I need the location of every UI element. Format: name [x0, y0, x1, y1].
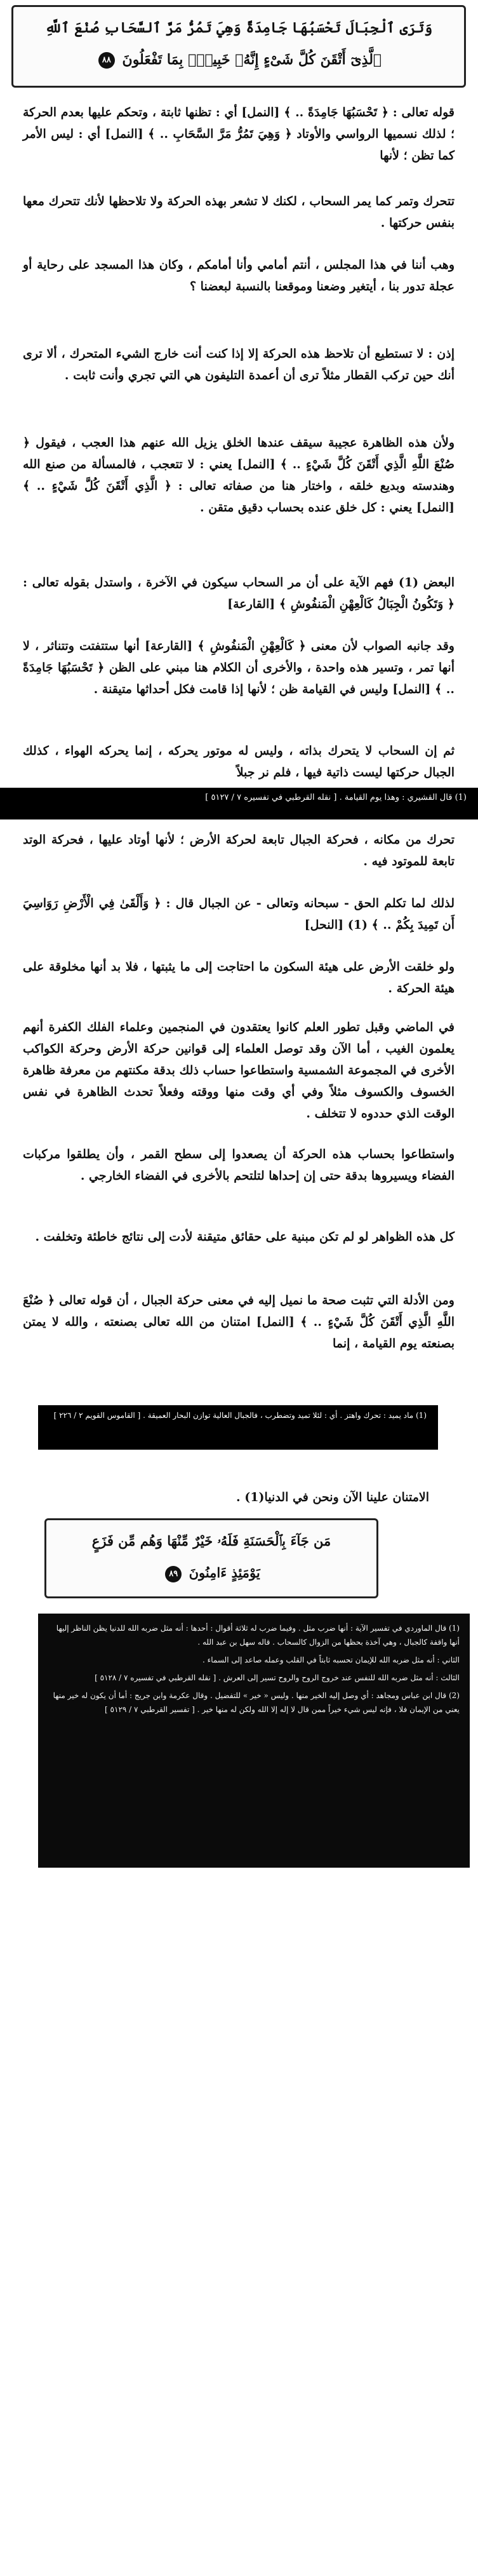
- intro-line: الامتنان علينا الآن ونحن في الدنيا(1) .: [236, 1490, 429, 1504]
- verse-line-2-text: ٱلَّذِىٓ أَتْقَنَ كُلَّ شَىْءٍ إِنَّهُۥ خَبِيرٌۢ بِمَا تَفْعَلُونَ: [122, 51, 382, 68]
- paragraph: تحرك من مكانه ، فحركة الجبال تابعة لحركة الأرض ؛ لأنها أوتاد عليها ، فحركة الوتد تابعة للموتود فيه .: [23, 833, 455, 868]
- footnotes-block: [38, 1614, 470, 1868]
- footnote-banner: (1) قال القشيري : وهذا يوم القيامة . [ نقله القرطبي في تفسيره ٧ / ٥١٢٧ ]: [0, 788, 478, 819]
- paragraph: البعض (1) فهم الآية على أن مر السحاب سيكون في الآخرة ، واستدل بقوله تعالى : ﴿ وَتَكُونُ الْجِبَالُ كَالْعِهْنِ الْمَنفُوشِ ﴾ [القارعة]: [23, 576, 455, 611]
- paragraph: وقد جانبه الصواب لأن معنى ﴿ كَالْعِهْنِ الْمَنفُوشِ ﴾ [القارعة] أنها ستتفتت وتتناثر ، لا أنها تمر ، وتسير هذه واحدة ، والأخرى أن الكلام هنا مبني على الظن ﴿ تَحْسَبُهَا جَامِدَةً .. ﴾ [النمل] وليس في القيامة ظن ؛ لأنها إذا قامت فكل أحداثها متيقنة .: [23, 639, 455, 696]
- paragraph: تتحرك وتمر كما يمر السحاب ، لكنك لا تشعر بهذه الحركة ولا تلاحظها لأنك تتحرك معها بنفس حركتها .: [23, 194, 455, 230]
- verse-box-89: [44, 1518, 378, 1598]
- paragraph: كل هذه الظواهر لو لم تكن مبنية على حقائق متيقنة لأدت إلى نتائج خاطئة وتخلفت .: [35, 1230, 455, 1244]
- paragraph: قوله تعالى : ﴿ تَحْسَبُهَا جَامِدَةً .. ﴾ [النمل] أي : تظنها ثابتة ، وتحكم عليها بعدم الحركة ؛ لذلك نسميها الرواسي والأوتاد ﴿ وَهِيَ تَمُرُّ مَرَّ السَّحَابِ .. ﴾ [النمل] أي : ليس الأمر كما تظن ؛ لأنها: [23, 105, 455, 163]
- verse-line-2: [46, 1557, 376, 1589]
- paragraph: في الماضي وقبل تطور العلم كانوا يعتقدون في المنجمين وعلماء الفلك الكفرة أنهم يعلمون الغيب ، أما الآن وقد توصل العلماء إلى قوانين حركة الأرض وحركة الكواكب الأخرى في المجموعة الشمسية واستطاعوا حساب ذلك بدقة مكنتهم من معرفة ظاهرة الخسوف والكسوف مثلاً وفي أي وقت منها ووقته وفعلاً تحدث الظاهرة في نفس الوقت الذي حددوه لا تتخلف .: [23, 1020, 455, 1121]
- footnote: الثالث : أنه مثل ضربه الله للنفس عند خروج الروح والروح تسير إلى العرش . [ نقله القرطبي في تفسيره ٧ / ٥١٢٨ ]: [95, 1673, 460, 1682]
- paragraph: ولو خلقت الأرض على هيئة السكون ما احتاجت إلى ما يثبتها ، فلا بد أنها مخلوقة على هيئة الحركة .: [23, 960, 455, 995]
- paragraph: ومن الأدلة التي تثبت صحة ما نميل إليه في معنى حركة الجبال ، أن قوله تعالى ﴿ صُنْعَ اللَّهِ الَّذِي أَتْقَنَ كُلَّ شَيْءٍ .. ﴾ [النمل] امتنان من الله تعالى بصنعته ، والله لا يمتن بصنعته يوم القيامة ، إنما: [23, 1293, 455, 1351]
- verse-box-88: [11, 5, 466, 88]
- verse-line-2: [13, 44, 464, 76]
- paragraph: ولأن هذه الظاهرة عجيبة سيقف عندها الخلق يزيل الله عنهم هذا العجب ، فيقول ﴿ صُنْعَ اللَّهِ الَّذِي أَتْقَنَ كُلَّ شَيْءٍ .. ﴾ [النمل] يعني : لا تتعجب ، فالمسألة من صنع الله وهندسته وبديع خلقه ، واختار هنا من صفاته تعالى : ﴿ الَّذِي أَتْقَنَ كُلَّ شَيْءٍ .. ﴾ [النمل] يعني : كل خلق عنده بحساب دقيق متقن .: [23, 436, 455, 515]
- paragraph: وهب أننا في هذا المجلس ، أنتم أمامي وأنا أمامكم ، وكان هذا المسجد على رحاية أو عجلة تدور بنا ، أيتغير وضعنا وموقعنا بالنسبة لبعضنا ؟: [23, 258, 455, 293]
- verse-line-1: مَن جَآءَ بِٱلْحَسَنَةِ فَلَهُۥ خَيْرٌ مِّنْهَا وَهُم مِّن فَزَعٍ: [91, 1533, 331, 1549]
- footnote: الثاني : أنه مثل ضربه الله للإيمان تحسبه ثابتاً في القلب وعمله صاعد إلى السماء .: [202, 1656, 460, 1664]
- paragraph: لذلك لما تكلم الحق - سبحانه وتعالى - عن الجبال قال : ﴿ وَأَلْقَىٰ فِي الْأَرْضِ رَوَاسِيَ أَن تَمِيدَ بِكُمْ .. ﴾ (1) [النحل]: [23, 896, 455, 932]
- footnote: (2) قال ابن عباس ومجاهد : أي وصل إليه الخير منها . وليس « خير » للتفضيل . وقال عكرمة وابن جريج : أما أن يكون له خير منها يعني من الإيمان فلا ، فإنه ليس شيء خيراً ممن قال لا إله إلا الله ولكن له منها خير . [ تفسير القرطبي ٧ / ٥١٢٩ ]: [53, 1691, 460, 1714]
- footnote-banner: (1) ماد يميد : تحرك واهتز . أي : لئلا تميد وتضطرب ، فالجبال العالية توازن البحار العميقة . [ القاموس القويم ٢ / ٢٢٦ ]: [38, 1405, 438, 1450]
- paragraph: إذن : لا تستطيع أن تلاحظ هذه الحركة إلا إذا كنت أنت خارج الشيء المتحرك ، ألا ترى أنك حين تركب القطار مثلاً ترى أن أعمدة التليفون هي التي تجري وأنت ثابت .: [23, 347, 455, 382]
- footnote: (1) قال الماوردي في تفسير الآية : أنها ضرب مثل . وفيما ضرب له ثلاثة أقوال : أحدها : أنه مثل ضربه الله للدنيا يظن الناظر إليها أنها واقفة كالجبال ، وهي آخذة بحظها من الزوال كالسحاب . قاله سهل بن عبد الله .: [56, 1624, 460, 1647]
- paragraph: واستطاعوا بحساب هذه الحركة أن يصعدوا إلى سطح القمر ، وأن يطلقوا مركبات الفضاء ويسيروها بدقة حتى إن إحداها لتلتحم بالأخرى في الفضاء الخارجي .: [23, 1147, 455, 1183]
- verse-line-1: وَتَرَى ٱلْجِبَالَ تَحْسَبُهَا جَامِدَةً وَهِيَ تَمُرُّ مَرَّ ٱلسَّحَابِ صُنْعَ ٱللَّهِ: [44, 20, 433, 36]
- paragraph: ثم إن السحاب لا يتحرك بذاته ، وليس له موتور يحركه ، إنما يحركه الهواء ، كذلك الجبال حركتها ليست ذاتية فيها ، فلم نر جبلاً: [23, 744, 455, 779]
- verse-line-2-text: يَوْمَئِذٍ ءَامِنُونَ: [189, 1565, 260, 1581]
- verse-number-medallion: ٨٨: [98, 52, 115, 69]
- verse-number-medallion: ٨٩: [165, 1566, 182, 1582]
